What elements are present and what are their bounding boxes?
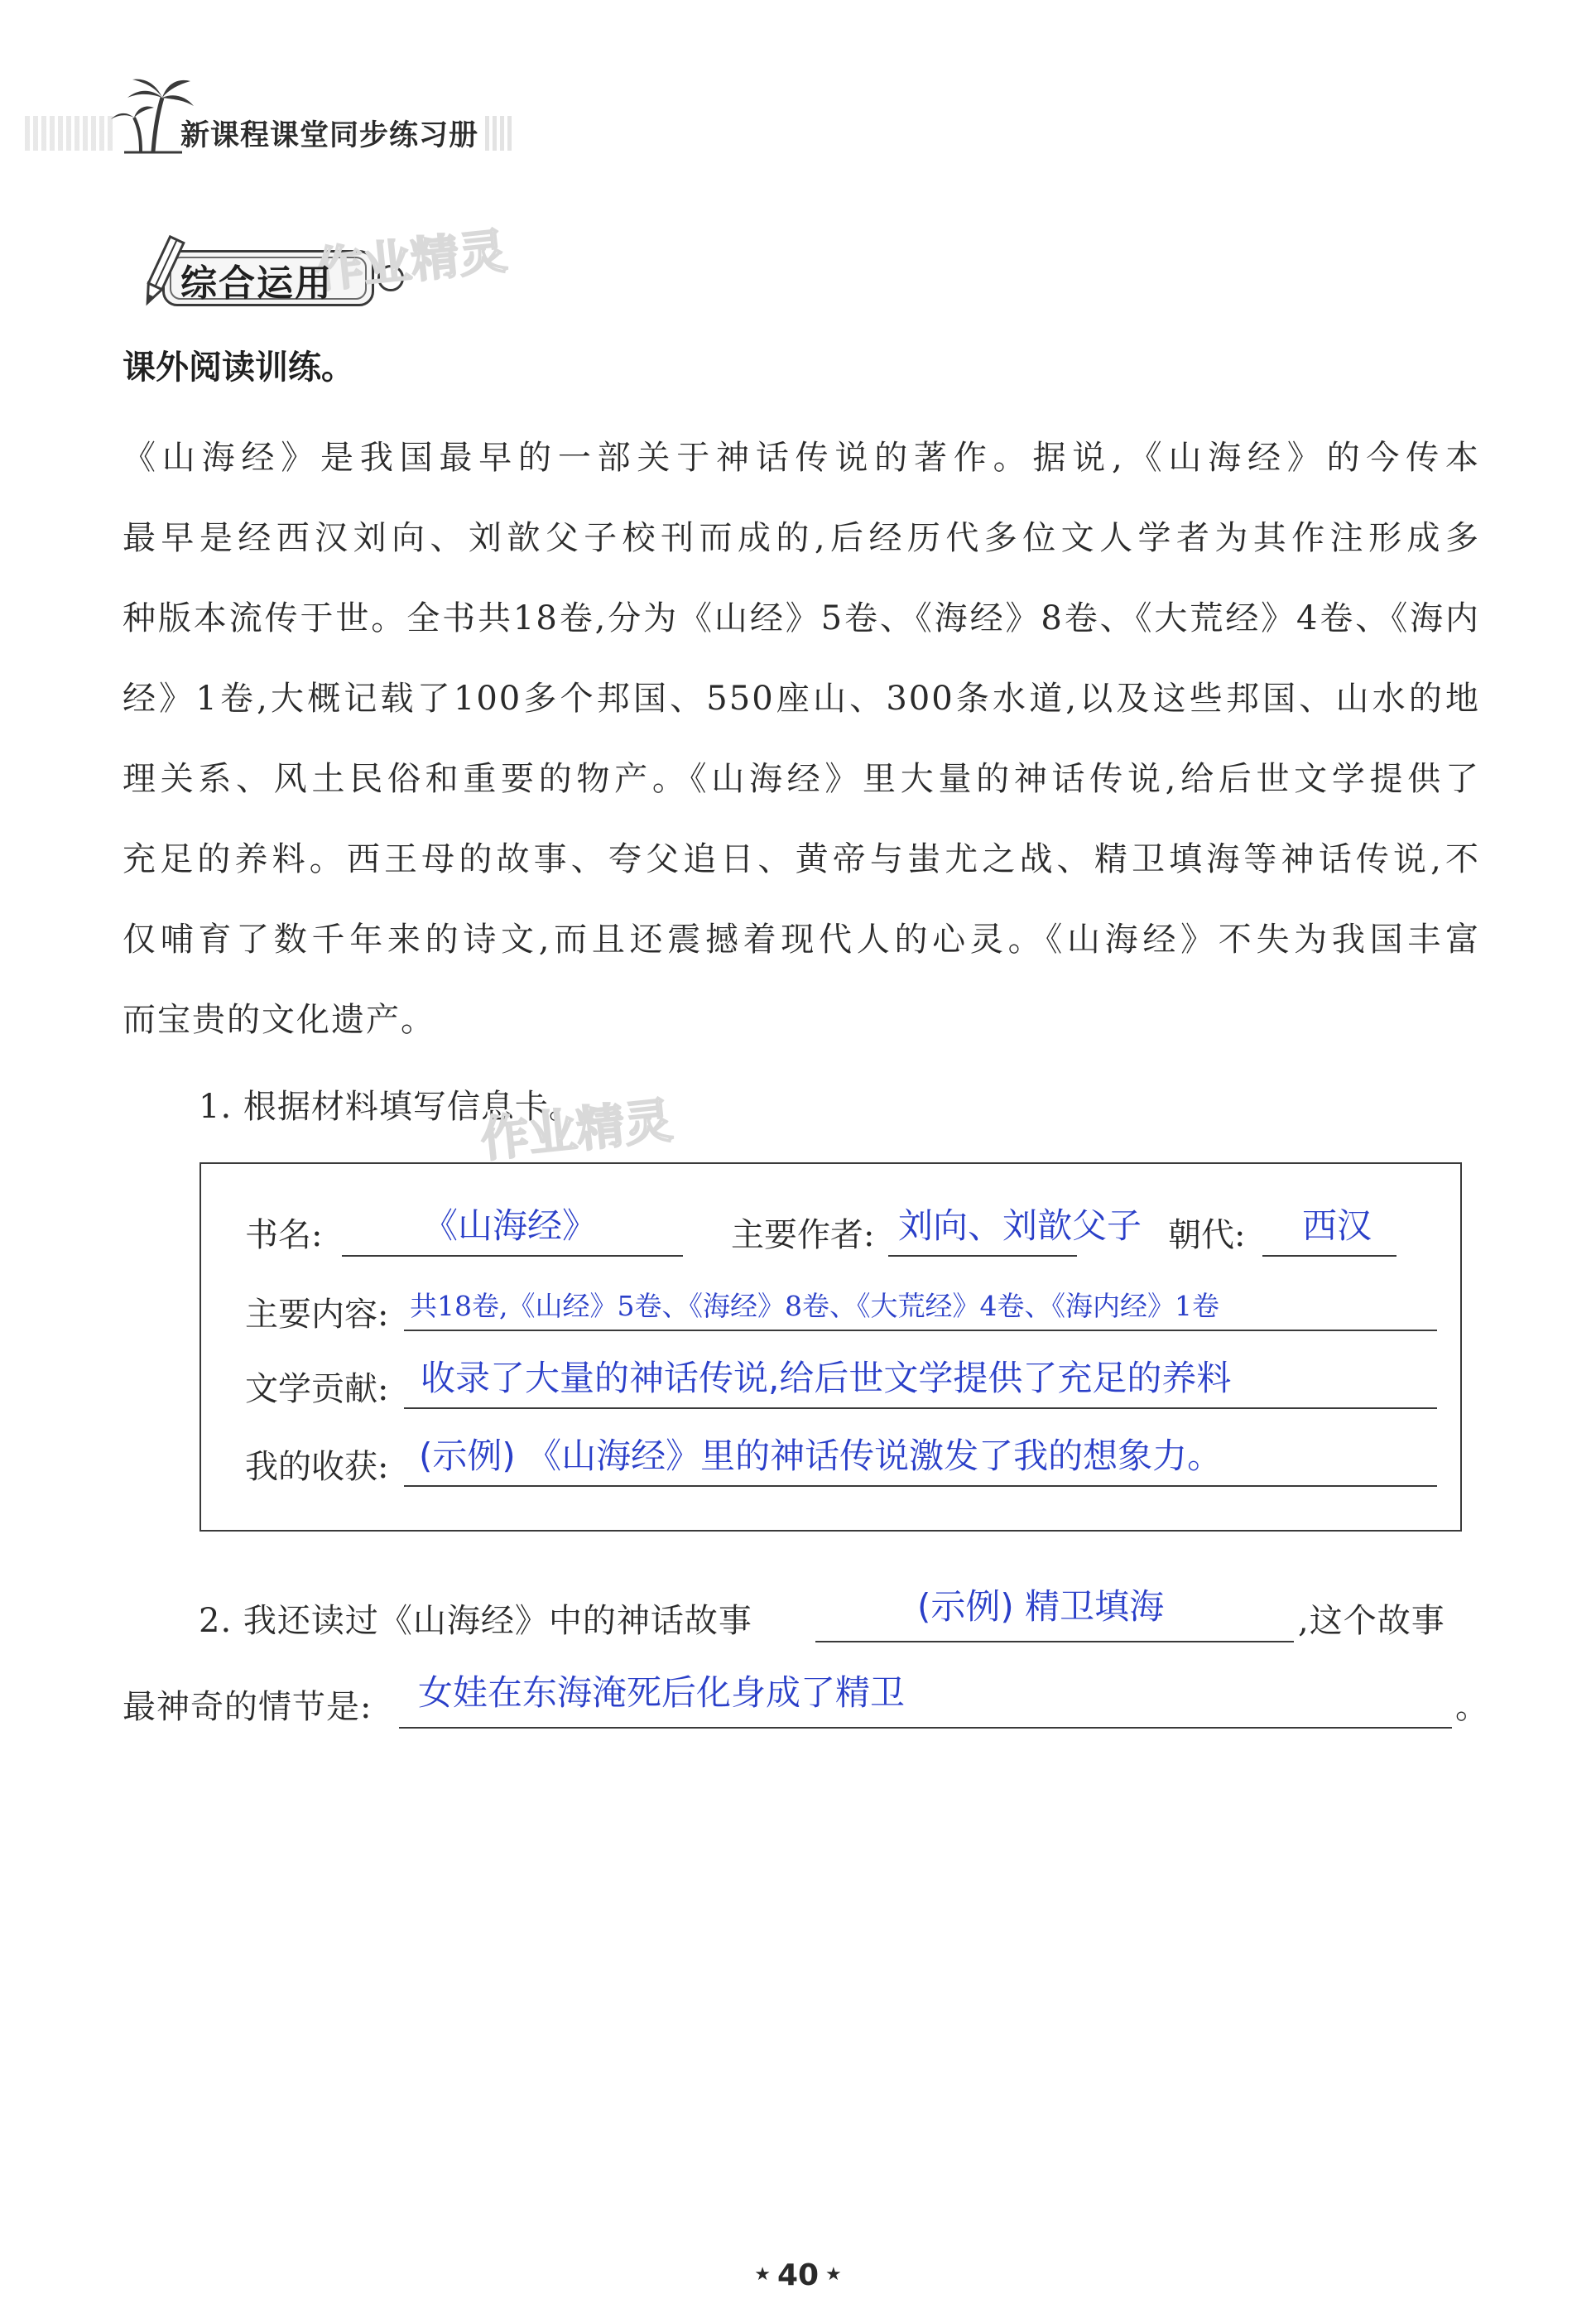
header-decoration-left — [25, 116, 116, 151]
book-name-line[interactable] — [342, 1255, 683, 1257]
gain-line[interactable] — [404, 1485, 1437, 1487]
watermark: 作业精灵 — [478, 1092, 675, 1168]
passage-line: 经》1卷,大概记载了100多个邦国、550座山、300条水道,以及这些邦国、山水的地 — [123, 680, 1480, 718]
passage-line: 《山海经》是我国最早的一部关于神话传说的著作。据说,《山海经》的今传本 — [123, 439, 1480, 477]
gain-label: 我的收获: — [245, 1448, 389, 1486]
main-content-answer: 共18卷,《山经》5卷、《海经》8卷、《大荒经》4卷、《海内经》1卷 — [410, 1290, 1219, 1322]
passage-line: 理关系、风土民俗和重要的物产。《山海经》里大量的神话传说,给后世文学提供了 — [123, 760, 1480, 798]
passage-line: 仅哺育了数千年来的诗文,而且还震撼着现代人的心灵。《山海经》不失为我国丰富 — [123, 921, 1480, 959]
plot-line[interactable] — [399, 1727, 1452, 1729]
contribution-answer: 收录了大量的神话传说,给后世文学提供了充足的养料 — [421, 1358, 1232, 1398]
story-name-answer: (示例) 精卫填海 — [917, 1586, 1165, 1627]
dynasty-answer: 西汉 — [1302, 1205, 1372, 1246]
dynasty-line[interactable] — [1262, 1255, 1396, 1257]
page-header — [25, 73, 555, 164]
page-number-value: 40 — [776, 2258, 820, 2292]
book-name-label: 书名: — [245, 1216, 323, 1254]
watermark: 作业精灵 — [312, 223, 510, 299]
pencil-icon — [129, 232, 195, 315]
header-decoration-right — [485, 116, 513, 151]
gain-answer: (示例) 《山海经》里的神话传说激发了我的想象力。 — [419, 1436, 1223, 1476]
question-2-plot-label: 最神奇的情节是: — [123, 1688, 373, 1726]
dynasty-label: 朝代: — [1168, 1216, 1246, 1254]
contribution-line[interactable] — [404, 1407, 1437, 1409]
question-2-continuation: ,这个故事 — [1298, 1602, 1445, 1640]
passage-line: 最早是经西汉刘向、刘歆父子校刊而成的,后经历代多位文人学者为其作注形成多 — [123, 519, 1480, 557]
book-name-answer: 《山海经》 — [423, 1205, 598, 1246]
main-content-label: 主要内容: — [245, 1296, 389, 1334]
star-icon: ★ — [754, 2264, 771, 2285]
author-label: 主要作者: — [731, 1216, 875, 1254]
exercise-subtitle: 课外阅读训练。 — [123, 349, 354, 387]
passage-line: 而宝贵的文化遗产。 — [123, 1001, 435, 1039]
plot-answer: 女娃在东海淹死后化身成了精卫 — [418, 1672, 906, 1713]
section-title: 综合运用 — [180, 262, 333, 305]
passage-line: 充足的养料。西王母的故事、夸父追日、黄帝与蚩尤之战、精卫填海等神话传说,不 — [123, 840, 1480, 878]
question-2-end-mark: 。 — [1455, 1688, 1489, 1726]
contribution-label: 文学贡献: — [245, 1370, 389, 1408]
book-title: 新课程课堂同步练习册 — [180, 119, 479, 152]
reading-passage — [123, 418, 1480, 1060]
page-number — [0, 2258, 1596, 2292]
question-2-prompt: 2. 我还读过《山海经》中的神话故事 — [199, 1602, 752, 1640]
author-answer: 刘向、刘歆父子 — [898, 1205, 1142, 1246]
star-icon: ★ — [825, 2264, 842, 2285]
passage-line: 种版本流传于世。全书共18卷,分为《山经》5卷、《海经》8卷、《大荒经》4卷、《海内 — [123, 599, 1480, 637]
info-card — [200, 1162, 1462, 1532]
story-name-line[interactable] — [815, 1641, 1294, 1642]
author-line[interactable] — [888, 1255, 1077, 1257]
question-1-prompt: 1. 根据材料填写信息卡。 — [199, 1088, 583, 1126]
main-content-line[interactable] — [404, 1330, 1437, 1331]
